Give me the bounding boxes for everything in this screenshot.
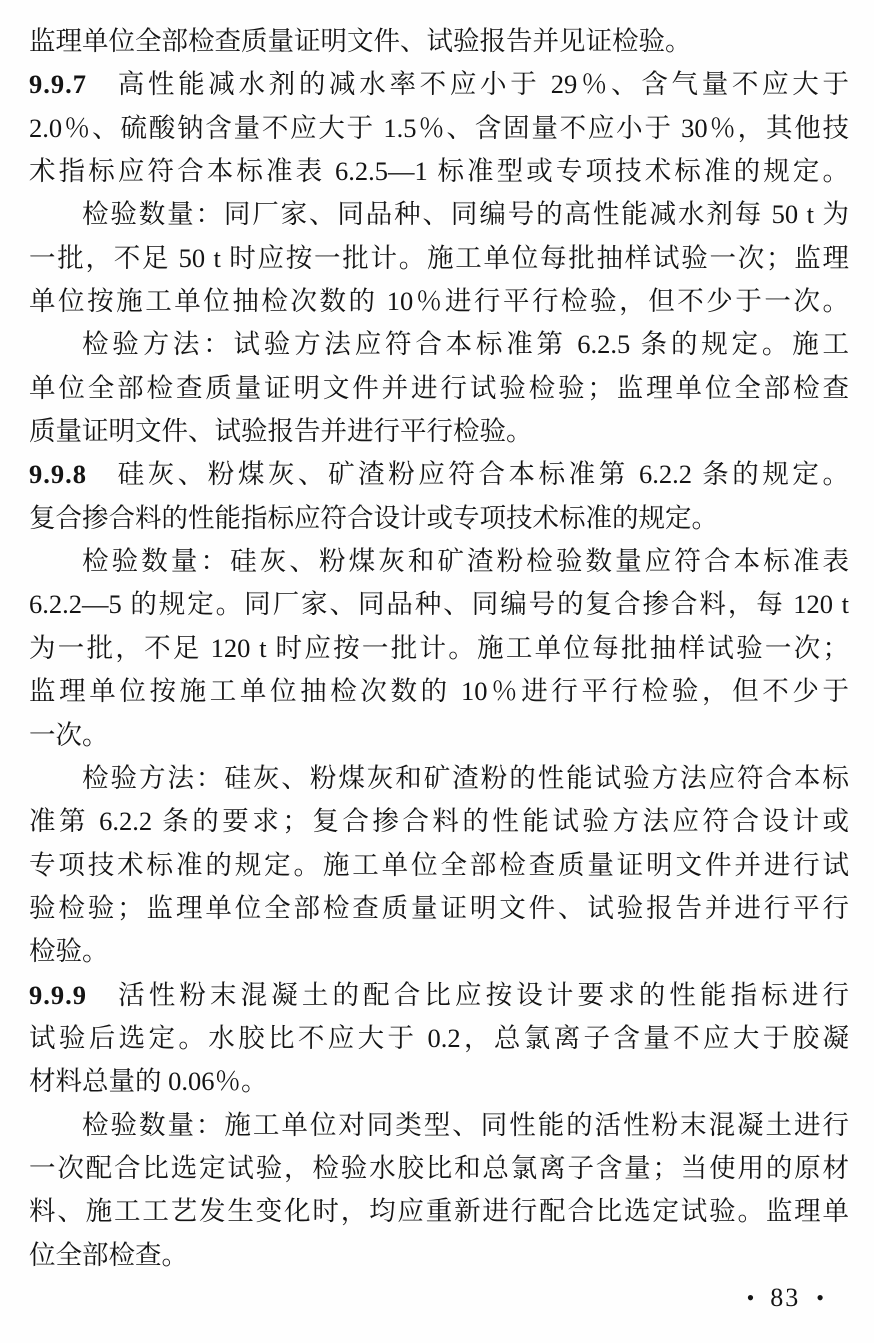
line-text: 硅灰、粉煤灰、矿渣粉应符合本标准第 6.2.2 条的规定。 [114,459,849,490]
page-number-value: 83 [770,1283,801,1312]
line-text: 一批，不足 50 t 时应按一批计。施工单位每批抽样试验一次；监理 [29,242,849,273]
line-text: 单位全部检查质量证明文件并进行试验检验；监理单位全部检查 [29,372,849,403]
text-line [29,107,849,150]
line-text: 术指标应符合本标准表 6.2.5—1 标准型或专项技术标准的规定。 [29,156,849,187]
line-text: 检验方法：硅灰、粉煤灰和矿渣粉的性能试验方法应符合本标 [82,762,849,793]
text-line [29,1017,849,1060]
text-line [29,583,849,626]
text-line [29,63,849,106]
line-text: 材料总量的 0.06％。 [29,1066,268,1097]
section-number: 9.9.7 [29,69,87,100]
line-text: 试验后选定。水胶比不应大于 0.2，总氯离子含量不应大于胶凝 [29,1022,849,1053]
line-text: 检验数量：硅灰、粉煤灰和矿渣粉检验数量应符合本标准表 [82,546,849,577]
text-line [29,323,849,366]
line-text: 单位按施工单位抽检次数的 10％进行平行检验，但不少于一次。 [29,286,849,317]
text-line [29,237,849,280]
text-line [29,1060,849,1103]
line-text: 检验数量：施工单位对同类型、同性能的活性粉末混凝土进行 [82,1109,849,1140]
text-line [29,540,849,583]
line-text: 验检验；监理单位全部检查质量证明文件、试验报告并进行平行 [29,892,849,923]
section-number: 9.9.9 [29,979,87,1010]
line-text: 复合掺合料的性能指标应符合设计或专项技术标准的规定。 [29,502,718,533]
body-text [29,20,849,1277]
text-line [29,20,849,63]
text-line [29,1234,849,1277]
text-line [29,367,849,410]
text-line [29,800,849,843]
text-line [29,1147,849,1190]
line-text: 位全部检查。 [29,1239,188,1270]
line-text: 检验数量：同厂家、同品种、同编号的高性能减水剂每 50 t 为 [82,199,849,230]
text-line [29,410,849,453]
page-number [747,1280,824,1316]
text-line [29,280,849,323]
text-line [29,757,849,800]
text-line [29,150,849,193]
text-line [29,1104,849,1147]
text-line [29,627,849,670]
line-text: 活性粉末混凝土的配合比应按设计要求的性能指标进行 [114,979,849,1010]
page-number-right-dot: • [816,1285,824,1310]
line-text: 为一批，不足 120 t 时应按一批计。施工单位每批抽样试验一次； [29,632,849,663]
text-line [29,887,849,930]
text-line [29,670,849,713]
line-text: 检验方法：试验方法应符合本标准第 6.2.5 条的规定。施工 [82,329,849,360]
text-line [29,714,849,757]
line-text: 监理单位按施工单位抽检次数的 10％进行平行检验，但不少于 [29,676,849,707]
text-line [29,930,849,973]
text-line [29,193,849,236]
line-text: 质量证明文件、试验报告并进行平行检验。 [29,416,533,447]
text-line [29,497,849,540]
line-text: 2.0％、硫酸钠含量不应大于 1.5％、含固量不应小于 30％，其他技 [29,112,849,143]
text-line [29,974,849,1017]
line-text: 6.2.2—5 的规定。同厂家、同品种、同编号的复合掺合料，每 120 t [29,589,849,620]
line-text: 检验。 [29,936,109,967]
line-text: 一次。 [29,719,109,750]
section-number: 9.9.8 [29,459,87,490]
line-text: 高性能减水剂的减水率不应小于 29％、含气量不应大于 [114,69,849,100]
text-line [29,453,849,496]
line-text: 准第 6.2.2 条的要求；复合掺合料的性能试验方法应符合设计或 [29,806,849,837]
page-number-left-dot: • [746,1285,755,1310]
text-line [29,1190,849,1233]
line-text: 料、施工工艺发生变化时，均应重新进行配合比选定试验。监理单 [29,1196,849,1227]
line-text: 一次配合比选定试验，检验水胶比和总氯离子含量；当使用的原材 [29,1152,849,1183]
text-line [29,844,849,887]
line-text: 专项技术标准的规定。施工单位全部检查质量证明文件并进行试 [29,849,849,880]
line-text: 监理单位全部检查质量证明文件、试验报告并见证检验。 [29,26,692,56]
